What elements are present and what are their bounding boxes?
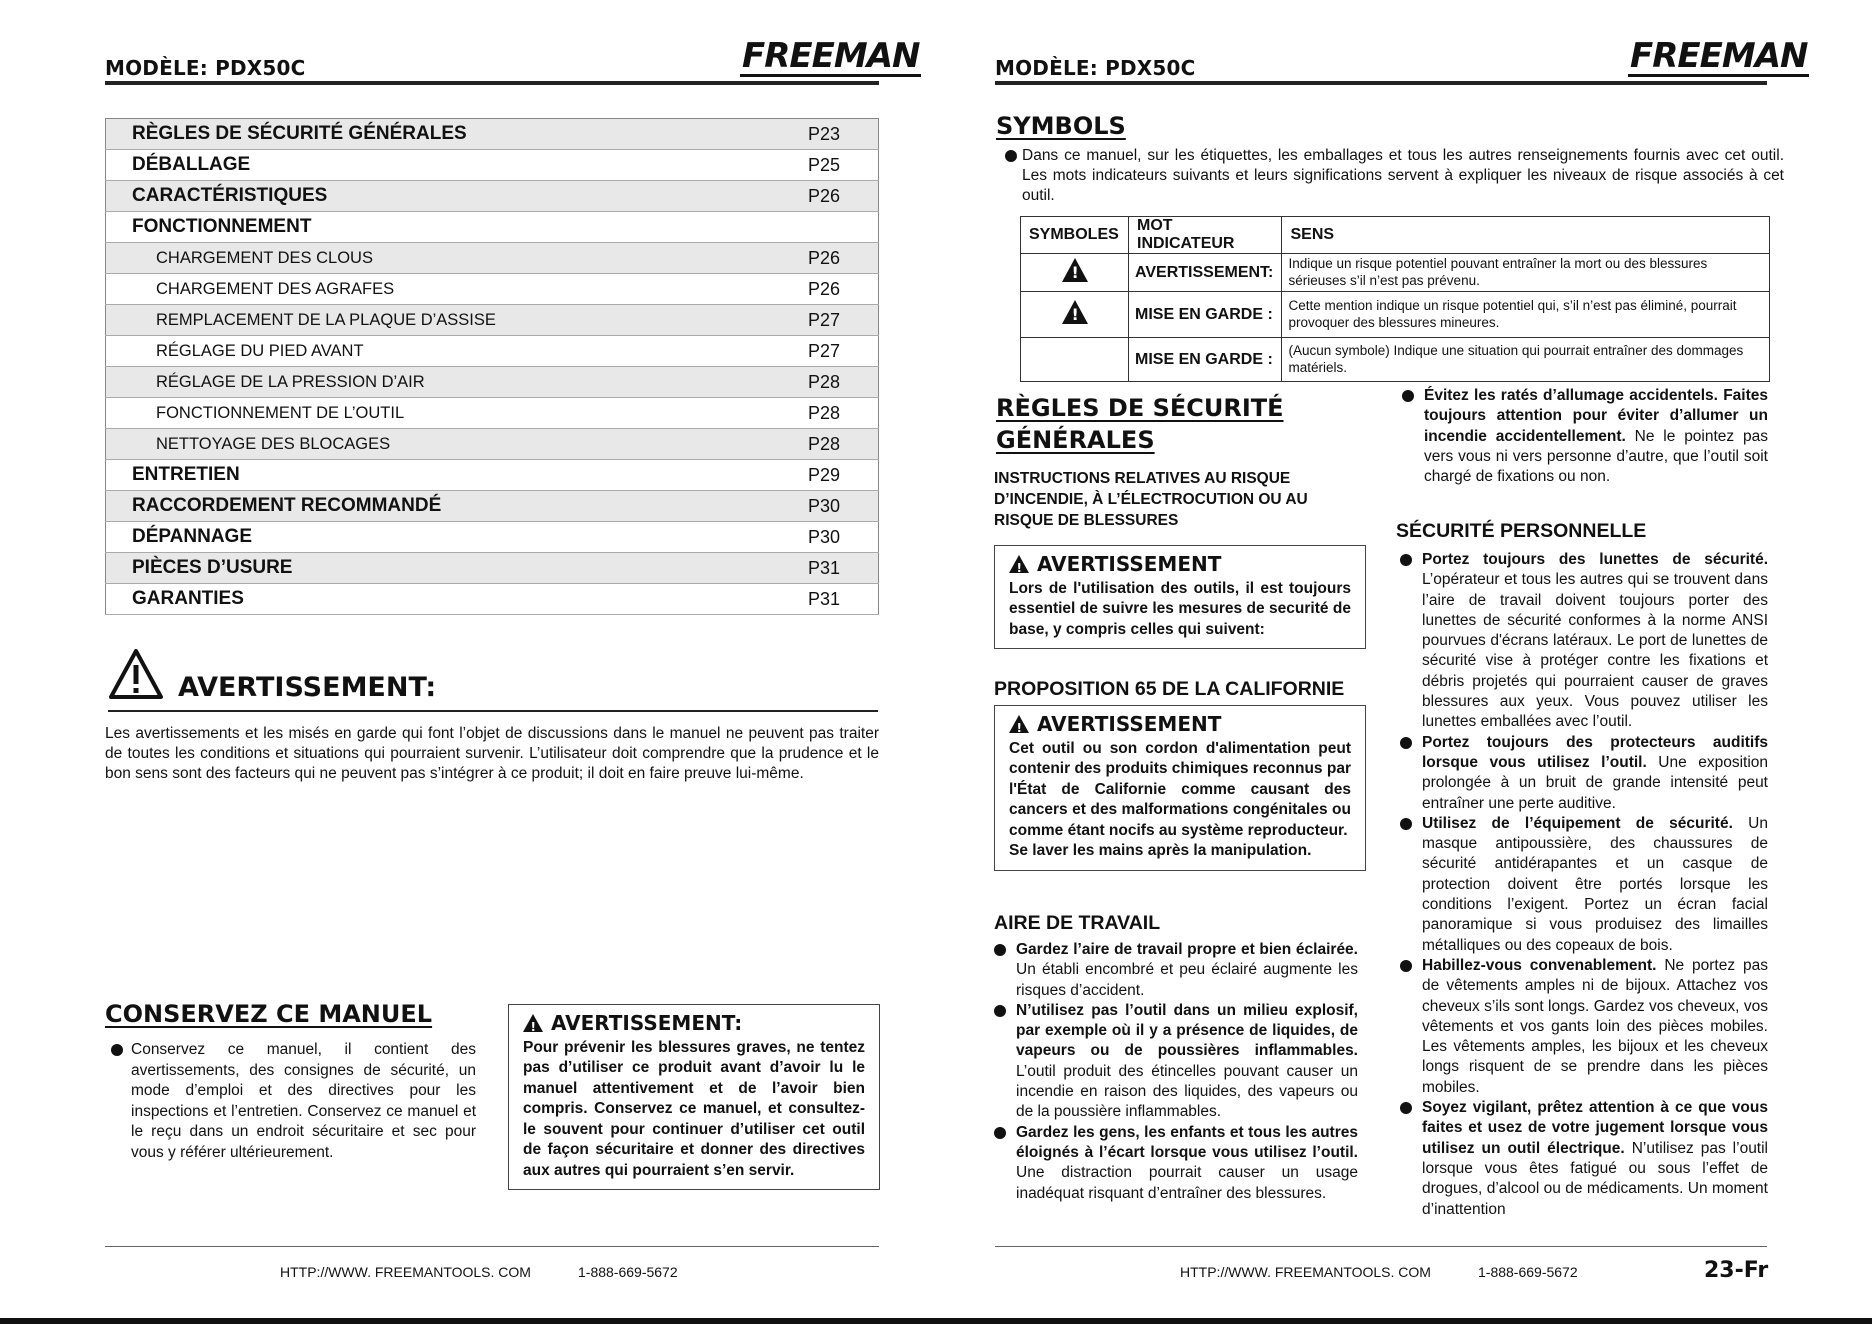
sym-icon-cell [1021,338,1129,382]
toc-page: P30 [808,522,879,553]
toc-row [106,460,879,491]
perso-title: SÉCURITÉ PERSONNELLE [1396,520,1647,542]
conserve-title: CONSERVEZ CE MANUEL [105,1000,433,1028]
warning-triangle-icon [1009,555,1029,573]
list-item [1400,733,1768,814]
footer-phone: 1-888-669-5672 [1478,1264,1578,1280]
header-rule [995,81,1767,85]
toc-page: P30 [808,491,879,522]
bullet-icon [994,1005,1006,1017]
read-manual-warning-box [508,1004,880,1190]
toc-row [106,243,879,274]
item-bold: Évitez les ratés d’allumage accidentels. Faites toujours attention pour éviter d’allumer un incendie accidentellement. [1424,387,1768,445]
bullet-icon [1400,818,1412,830]
item-text: L’outil produit des étincelles pouvant causer un incendie en raison des liquides, des vapeurs ou de la poussière inflammables. [1016,1062,1358,1121]
item-text: Un masque antipoussière, des chaussures de sécurité antidérapantes et un casque de protection doivent être portés lorsque les conditions l’exigent. Portez un écran facial panoramique si vous produisez des limailles métalliques ou des copeaux de bois. [1422,814,1768,954]
toc-page: P31 [808,553,879,584]
toc-page: P28 [808,398,879,429]
general-warning-text: Les avertissements et les misés en garde qui font l’objet de discussions dans le manuel ne peuvent pas traiter de toutes les conditions et situations qui pourraient survenir. L’utilisateur doit comprendre que la prudence et le bon sens sont des facteurs qui ne peuvent pas s’intégrer à ce produit; il doit en faire preuve lui-même. [105,725,879,782]
rules-title [996,392,1284,456]
warning-box-text-2: Se laver les mains après la manipulation. [1009,842,1312,859]
sym-header-symbols: SYMBOLES [1021,217,1129,254]
sym-meaning: (Aucun symbole) Indique une situation qui pourrait entraîner des dommages matériels. [1282,338,1770,382]
sym-word: MISE EN GARDE : [1129,292,1282,338]
toc-row [106,181,879,212]
footer-url: HTTP://WWW. FREEMANTOOLS. COM [280,1264,531,1280]
symbols-intro-text: Dans ce manuel, sur les étiquettes, les emballages et tous les autres renseignements fournis avec cet outil. Les mots indicateurs suivants et leurs significations servent à expliquer les niveaux de risque associés à cet outil. [1022,147,1784,204]
warning-box-text: Pour prévenir les blessures graves, ne tentez pas d’utiliser ce produit avant d’avoir lu le manuel attentivement et de l’avoir bien compris. Conservez ce manuel, et consultez-le souvent pour continuer d’utiliser cet outil de façon sécuritaire et donner des directives aux autres qui pourraient s’en servir. [523,1038,865,1179]
header-rule [105,81,879,85]
toc-label: RÈGLES DE SÉCURITÉ GÉNÉRALES [106,119,809,150]
item-bold: Portez toujours des lunettes de sécurité. [1422,551,1768,568]
sym-icon-cell [1021,254,1129,292]
list-item [994,940,1358,1001]
toc-page: P28 [808,429,879,460]
list-item [994,1123,1358,1204]
list-item [1400,1098,1768,1220]
toc-label: DÉBALLAGE [106,150,809,181]
aire-title: AIRE DE TRAVAIL [994,912,1161,934]
list-item [1400,550,1768,733]
footer-rule [995,1246,1767,1247]
toc-label: RÉGLAGE DE LA PRESSION D’AIR [106,367,809,398]
toc-row [106,429,879,460]
item-text: L’opérateur et tous les autres qui se trouvent dans l’aire de travail doivent toujours porter des lunettes de sécurité conformes à la norme ANSI pourvues d'écrans latéraux. Le port de lunettes de sécurité vise à protéger contre les fixations et débris projetés qui pourraient causer de graves blessures aux yeux. Vous pouvez utiliser les lunettes emballées avec l’outil. [1422,571,1768,731]
toc-label: RACCORDEMENT RECOMMANDÉ [106,491,809,522]
warning-box-title-text: AVERTISSEMENT: [551,1011,743,1035]
prop65-title: PROPOSITION 65 DE LA CALIFORNIE [994,678,1345,700]
toc-row [106,305,879,336]
warning-box-text: Lors de l'utilisation des outils, il est toujours essentiel de suivre les mesures de securité de base, y compris celles qui suivent: [1009,579,1351,638]
aire-list [994,940,1358,1204]
page-number: 23-Fr [1704,1258,1769,1283]
list-item [1402,386,1768,487]
warning-box-title [1009,554,1351,575]
toc-row [106,212,879,243]
list-item [1400,956,1768,1098]
toc-label: PIÈCES D’USURE [106,553,809,584]
toc-label: REMPLACEMENT DE LA PLAQUE D’ASSISE [106,305,809,336]
sym-header-word: MOT INDICATEUR [1129,217,1282,254]
bullet-icon [1400,554,1412,566]
sym-meaning: Indique un risque potentiel pouvant entraîner la mort ou des blessures sérieuses s’il n’est pas prévenu. [1282,254,1770,292]
item-bold: Portez toujours des protecteurs auditifs lorsque vous utilisez l’outil. [1422,733,1768,771]
toc-row [106,367,879,398]
footer-url: HTTP://WWW. FREEMANTOOLS. COM [1180,1264,1431,1280]
item-bold: N’utilisez pas l’outil dans un milieu explosif, par exemple où il y a présence de liquides, de vapeurs ou de poussières inflammables. [1016,1001,1358,1060]
sym-icon-cell [1021,292,1129,338]
warning-box-text: Cet outil ou son cordon d'alimentation peut contenir des produits chimiques reconnus par l'État de Californie comme causant des cancers et des malformations congénitales ou comme étant nocifs au système reproducteur. [1009,739,1351,839]
item-bold: Habillez-vous convenablement. [1422,956,1657,974]
bullet-icon [994,1127,1006,1139]
toc-page: P26 [808,181,879,212]
bullet-icon [111,1044,123,1056]
item-text: Une exposition prolongée à un bruit de grande intensité peut entraîner une perte auditive. [1422,753,1769,812]
list-item [994,1001,1358,1123]
bullet-icon [1005,150,1017,162]
toc-page: P26 [808,274,879,305]
toc-label: CARACTÉRISTIQUES [106,181,809,212]
table-of-contents [105,118,879,615]
list-item [1400,814,1768,956]
warning-box-title-text: AVERTISSEMENT [1037,712,1222,736]
basic-safety-warning-box [994,545,1366,649]
footer-rule [105,1246,879,1247]
toc-row [106,491,879,522]
freeman-logo: FREEMAN [742,36,920,76]
bullet-icon [1400,737,1412,749]
toc-page: P26 [808,243,879,274]
warning-box-title [1009,714,1351,735]
toc-row [106,336,879,367]
item-text: N’utilisez pas l’outil lorsque vous êtes fatigué ou sous l’effet de drogues, d’alcool ou de médicaments. Un moment d’inattention [1422,1139,1769,1218]
bullet-icon [1400,1102,1412,1114]
symbols-intro [1006,146,1784,206]
toc-row [106,150,879,181]
toc-label: GARANTIES [106,584,809,615]
sym-header-meaning: SENS [1282,217,1770,254]
warning-triangle-icon [1062,258,1088,282]
warning-triangle-icon [1062,300,1088,324]
model-header: MODÈLE: PDX50C [105,56,306,80]
warning-triangle-icon [108,648,164,700]
item-bold: Utilisez de l’équipement de sécurité. [1422,814,1733,832]
item-text: Une distraction pourrait causer un usage inadéquat risquant d’entraîner des blessures. [1016,1164,1358,1202]
symbols-table [1020,216,1770,382]
bottom-bar [0,1318,1872,1324]
item-bold: Gardez les gens, les enfants et tous les autres éloignés à l’écart lorsque vous utilisez l’outil. [1016,1123,1358,1161]
toc-label: ENTRETIEN [106,460,809,491]
toc-label: CHARGEMENT DES CLOUS [106,243,809,274]
misfire-item [1402,386,1768,487]
warning-box-title [523,1013,865,1034]
item-bold: Gardez l’aire de travail propre et bien éclairée. [1016,941,1358,958]
toc-row [106,274,879,305]
sym-word: AVERTISSEMENT: [1129,254,1282,292]
warning-triangle-icon [1009,715,1029,733]
freeman-logo: FREEMAN [1630,36,1808,76]
toc-page: P31 [808,584,879,615]
item-bold: Soyez vigilant, prêtez attention à ce que vous faites et usez de votre jugement lorsque vous utilisez un outil électrique. [1422,1099,1768,1157]
item-text: Ne le pointez pas vers vous ni vers personne d’autre, que l’outil soit chargé de fixations ou non. [1424,427,1768,486]
toc-page: P29 [808,460,879,491]
bullet-icon [1402,390,1414,402]
item-text: Un établi encombré et peu éclairé augmente les risques d’accident. [1016,961,1358,999]
sym-meaning: Cette mention indique un risque potentiel qui, s’il n’est pas éliminé, pourrait provoquer des blessures mineures. [1282,292,1770,338]
toc-row [106,584,879,615]
footer-phone: 1-888-669-5672 [578,1264,678,1280]
toc-row [106,522,879,553]
toc-label: NETTOYAGE DES BLOCAGES [106,429,809,460]
toc-label: DÉPANNAGE [106,522,809,553]
toc-label: FONCTIONNEMENT [106,212,809,243]
conserve-text: Conservez ce manuel, il contient des avertissements, des consignes de sécurité, un mode d’emploi et des directives pour les inspections et l’entretien. Conservez ce manuel et le reçu dans un endroit sécuritaire et sec pour vous y référer ultérieurement. [131,1041,476,1161]
conserve-item [131,1040,476,1163]
sym-word: MISE EN GARDE : [1129,338,1282,382]
toc-page: P23 [808,119,879,150]
prop65-warning-box [994,705,1366,871]
warning-triangle-icon [523,1014,543,1032]
toc-label: RÉGLAGE DU PIED AVANT [106,336,809,367]
bullet-icon [994,944,1006,956]
divider [108,710,878,712]
toc-label: CHARGEMENT DES AGRAFES [106,274,809,305]
toc-row [106,553,879,584]
toc-label: FONCTIONNEMENT DE L’OUTIL [106,398,809,429]
warning-box-title-text: AVERTISSEMENT [1037,552,1222,576]
rules-title-line2: GÉNÉRALES [996,426,1155,454]
toc-page: P27 [808,336,879,367]
toc-row [106,119,879,150]
rules-title-line1: RÈGLES DE SÉCURITÉ [996,394,1284,422]
toc-page: P28 [808,367,879,398]
symbols-title: SYMBOLS [996,112,1126,140]
item-text: Ne portez pas de vêtements amples ni de bijoux. Attachez vos cheveux s’ils sont longs. Gardez vos cheveux, vos vêtements et vos gants loin des pièces mobiles. Les vêtements amples, les bijoux et les cheveux longs risquent de se prendre dans les pièces mobiles. [1422,956,1768,1096]
instructions-heading: INSTRUCTIONS RELATIVES AU RISQUE D’INCENDIE, À L’ÉLECTROCUTION OU AU RISQUE DE BLESSURES [994,470,1308,529]
toc-page: P25 [808,150,879,181]
bullet-icon [1400,960,1412,972]
model-header: MODÈLE: PDX50C [995,56,1196,80]
toc-page [808,212,879,243]
general-warning-title: AVERTISSEMENT: [178,672,437,703]
perso-list [1400,550,1768,1220]
toc-row [106,398,879,429]
toc-page: P27 [808,305,879,336]
